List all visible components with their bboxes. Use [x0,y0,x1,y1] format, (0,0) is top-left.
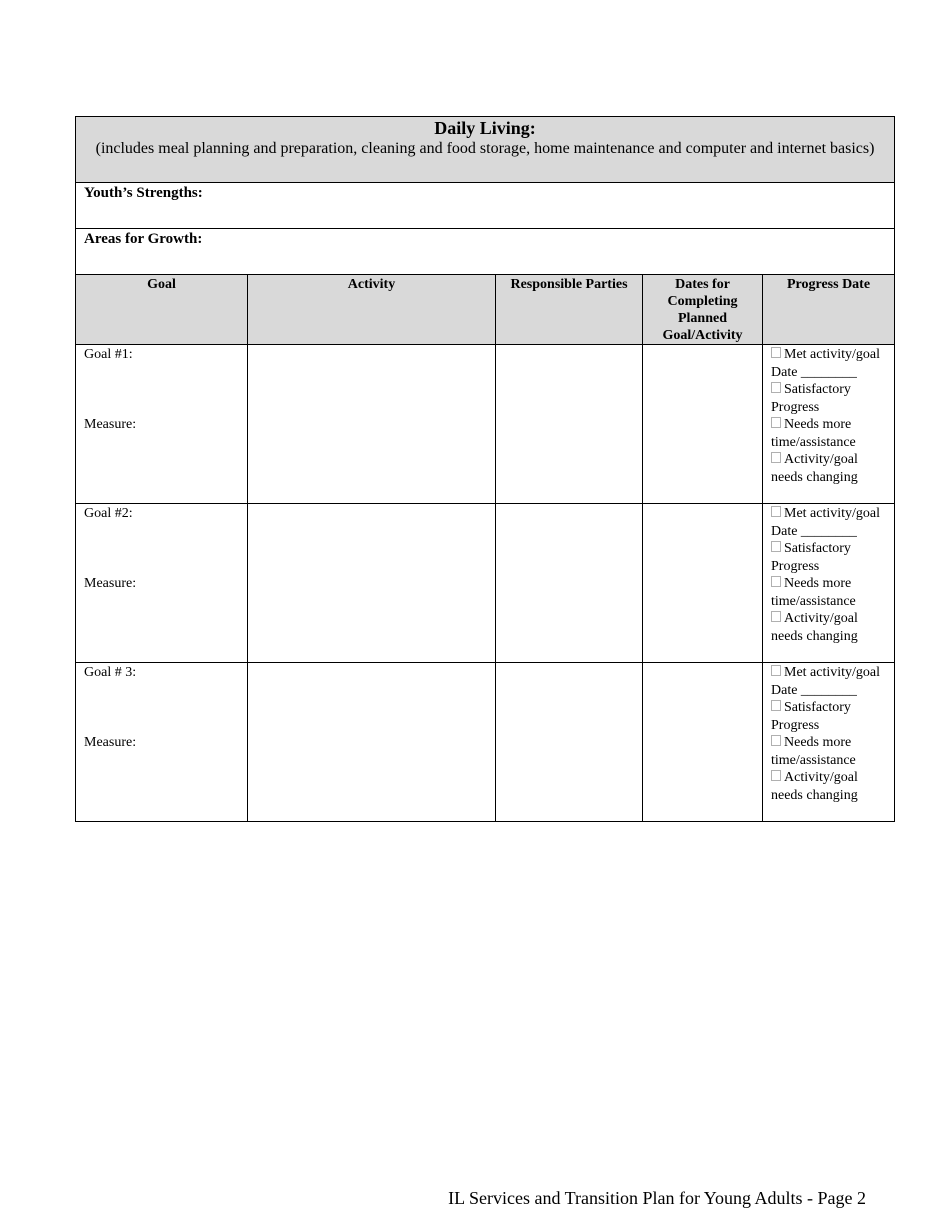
progress-date-line[interactable]: Date ________ [771,364,857,380]
growth-label: Areas for Growth: [84,231,203,247]
checkbox-icon[interactable] [771,382,781,393]
checkbox-icon[interactable] [771,735,781,746]
checkbox-icon[interactable] [771,665,781,676]
dates-cell[interactable] [643,663,763,822]
growth-field[interactable] [76,229,895,275]
checkbox-icon[interactable] [771,576,781,587]
col-header-goal: Goal [76,275,248,345]
activity-cell[interactable] [248,663,496,822]
measure-label: Measure: [84,575,137,591]
page-footer: IL Services and Transition Plan for Young Adults - Page 2 [448,1188,866,1208]
progress-option-satisfactory[interactable]: Satisfactory Progress [771,382,851,415]
checkbox-icon[interactable] [771,506,781,517]
progress-date-line[interactable]: Date ________ [771,682,857,698]
progress-cell [763,345,895,504]
checkbox-icon[interactable] [771,347,781,358]
progress-option-needs-more[interactable]: Needs more time/assistance [771,576,856,609]
table-row [76,663,895,822]
col-header-responsible-parties: Responsible Parties [496,275,643,345]
progress-option-changing[interactable]: Activity/goal needs changing [771,611,858,644]
progress-option-changing[interactable]: Activity/goal needs changing [771,770,858,803]
col-header-activity: Activity [248,275,496,345]
checkbox-icon[interactable] [771,541,781,552]
activity-cell[interactable] [248,504,496,663]
goal-cell[interactable] [76,663,248,822]
progress-option-needs-more[interactable]: Needs more time/assistance [771,735,856,768]
goal-cell[interactable] [76,504,248,663]
progress-option-needs-more[interactable]: Needs more time/assistance [771,417,856,450]
section-subtitle: (includes meal planning and preparation, cleaning and food storage, home maintenance and computer and internet basics) [95,140,875,157]
table-row [76,345,895,504]
responsible-parties-cell[interactable] [496,345,643,504]
goal-label: Goal # 3: [84,665,137,680]
col-header-progress-date: Progress Date [763,275,895,345]
measure-label: Measure: [84,416,137,432]
responsible-parties-cell[interactable] [496,504,643,663]
checkbox-icon[interactable] [771,700,781,711]
progress-option-satisfactory[interactable]: Satisfactory Progress [771,541,851,574]
dates-cell[interactable] [643,504,763,663]
progress-cell [763,504,895,663]
progress-option-met[interactable]: Met activity/goal [771,346,886,364]
progress-option-satisfactory[interactable]: Satisfactory Progress [771,700,851,733]
goal-label: Goal #2: [84,506,133,521]
goal-cell[interactable] [76,345,248,504]
section-header [76,117,895,183]
progress-option-changing[interactable]: Activity/goal needs changing [771,452,858,485]
progress-cell [763,663,895,822]
section-title: Daily Living: [434,118,536,138]
progress-date-line[interactable]: Date ________ [771,523,857,539]
progress-option-met[interactable]: Met activity/goal [771,664,886,682]
strengths-label: Youth’s Strengths: [84,185,203,201]
activity-cell[interactable] [248,345,496,504]
measure-label: Measure: [84,734,137,750]
goal-label: Goal #1: [84,347,133,362]
checkbox-icon[interactable] [771,417,781,428]
strengths-field[interactable] [76,183,895,229]
checkbox-icon[interactable] [771,770,781,781]
dates-cell[interactable] [643,345,763,504]
col-header-dates: Dates for Completing Planned Goal/Activity [643,275,763,345]
checkbox-icon[interactable] [771,611,781,622]
checkbox-icon[interactable] [771,452,781,463]
daily-living-table [75,116,895,822]
responsible-parties-cell[interactable] [496,663,643,822]
table-row [76,504,895,663]
progress-option-met[interactable]: Met activity/goal [771,505,886,523]
